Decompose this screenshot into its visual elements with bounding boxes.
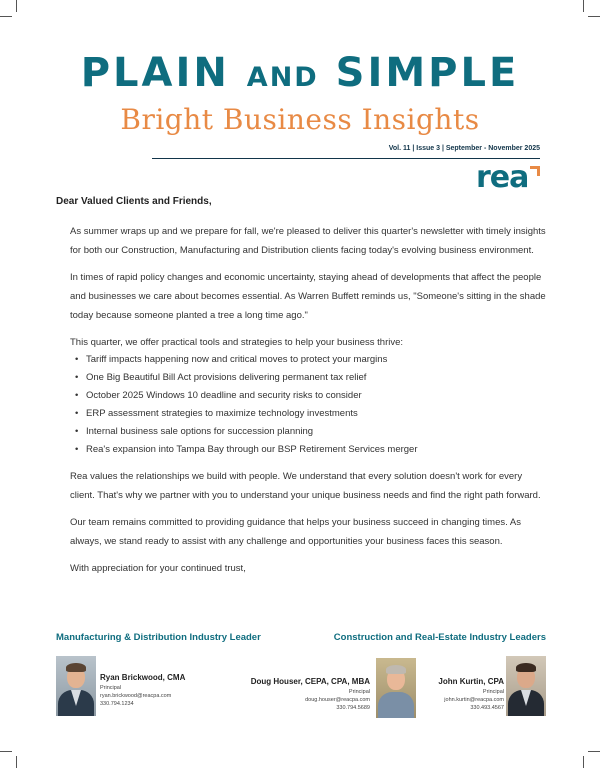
crop-mark [588, 751, 600, 752]
bullet-icon: • [75, 408, 79, 419]
person-name: John Kurtin, CPA [438, 677, 504, 686]
person-title: Principal [348, 689, 370, 695]
crop-mark [0, 751, 12, 752]
bullet-icon: • [75, 354, 79, 365]
sign-off: With appreciation for your continued trust, [70, 563, 246, 574]
newsletter-subtitle: Bright Business Insights [120, 103, 480, 136]
list-item-text: Rea's expansion into Tampa Bay through our BSP Retirement Services merger [86, 444, 418, 455]
topics-list [70, 351, 548, 459]
bullet-icon: • [75, 390, 79, 401]
list-item-text: October 2025 Windows 10 deadline and security risks to consider [86, 390, 362, 401]
title-word-simple: SIMPLE [335, 50, 520, 96]
rea-logo [476, 160, 538, 198]
bullet-icon: • [75, 372, 79, 383]
relationships-paragraph: Rea values the relationships we build with people. We understand that every solution doesn't work for every client. That's why we partner with you to understand your unique business needs and find the right path forward. [70, 471, 541, 501]
crop-mark [583, 0, 584, 12]
person-name: Ryan Brickwood, CMA [100, 673, 186, 682]
person-phone: 330.493.4567 [470, 705, 504, 711]
list-item-text: One Big Beautiful Bill Act provisions delivering permanent tax relief [86, 372, 367, 383]
bullet-icon: • [75, 426, 79, 437]
list-item [70, 369, 548, 387]
person-phone: 330.794.1234 [100, 701, 134, 707]
list-item [70, 441, 548, 459]
list-item [70, 405, 548, 423]
person-phone: 330.794.5689 [336, 705, 370, 711]
john-kurtin-photo [506, 656, 546, 716]
crop-mark [588, 16, 600, 17]
intro-paragraph: As summer wraps up and we prepare for fall, we're pleased to deliver this quarter's newsletter with timely insights for both our Construction, Manufacturing and Distribution clients facing today's evolving business environment. [70, 226, 546, 256]
crop-mark [583, 756, 584, 768]
person-email[interactable]: doug.houser@reacpa.com [305, 697, 370, 703]
doug-houser-contact [251, 676, 370, 712]
crop-mark [16, 756, 17, 768]
logo-wordmark: rea [476, 160, 529, 195]
title-word-plain: PLAIN [80, 50, 230, 96]
salutation: Dear Valued Clients and Friends, [56, 196, 212, 207]
list-item-text: ERP assessment strategies to maximize technology investments [86, 408, 358, 419]
ryan-brickwood-photo [56, 656, 96, 716]
bullet-icon: • [75, 444, 79, 455]
manufacturing-team-heading: Manufacturing & Distribution Industry Leader [56, 632, 261, 643]
list-item [70, 351, 548, 369]
crop-mark [16, 0, 17, 12]
logo-arrow-icon [530, 166, 540, 176]
person-email[interactable]: ryan.brickwood@reacpa.com [100, 693, 172, 699]
person-title: Principal [100, 685, 122, 691]
list-item [70, 387, 548, 405]
list-item-text: Tariff impacts happening now and critical moves to protect your margins [86, 354, 388, 365]
person-name: Doug Houser, CEPA, CPA, MBA [250, 677, 370, 686]
title-word-and: AND [246, 62, 319, 93]
doug-houser-photo [376, 658, 416, 718]
issue-info: Vol. 11 | Issue 3 | September - November 2025 [388, 145, 540, 152]
letter-body [70, 222, 548, 586]
ryan-brickwood-contact [100, 672, 185, 708]
masthead [0, 50, 600, 137]
newsletter-title [0, 50, 600, 101]
list-item-text: Internal business sale options for succession planning [86, 426, 314, 437]
person-email[interactable]: john.kurtin@reacpa.com [444, 697, 504, 703]
topics-intro-paragraph: This quarter, we offer practical tools and strategies to help your business thrive: [70, 337, 404, 348]
person-title: Principal [482, 689, 504, 695]
commitment-paragraph: Our team remains committed to providing guidance that helps your business succeed in changing times. As always, we stand ready to assist with any challenge and opportunities your business faces this season. [70, 517, 521, 547]
list-item [70, 423, 548, 441]
construction-team-heading: Construction and Real-Estate Industry Leaders [333, 632, 546, 643]
context-paragraph: In times of rapid policy changes and economic uncertainty, staying ahead of developments that affect the people and businesses we care about becomes essential. As Warren Buffett reminds us, "Someone's sitting in the shade today because someone planted a tree a long time ago." [70, 272, 546, 321]
header-divider [152, 158, 540, 159]
john-kurtin-contact [438, 676, 504, 712]
crop-mark [0, 16, 12, 17]
